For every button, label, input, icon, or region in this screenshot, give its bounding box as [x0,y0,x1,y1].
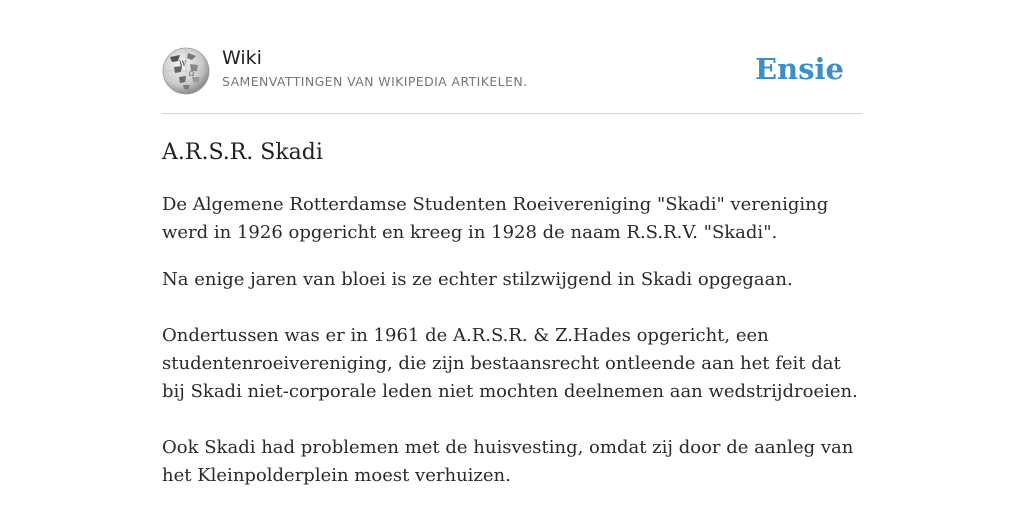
wikipedia-globe-icon[interactable] [162,47,210,95]
svg-text:W: W [179,60,187,68]
header-divider [162,113,862,114]
article-paragraph: Na enige jaren van bloei is ze echter stilzwijgend in Skadi opgegaan. [162,269,793,290]
site-tagline: SAMENVATTINGEN VAN WIKIPEDIA ARTIKELEN. [222,74,528,89]
site-header [162,44,862,100]
article-title: A.R.S.R. Skadi [162,140,323,165]
brand-logo[interactable]: Ensie [755,52,844,86]
site-name[interactable]: Wiki [222,47,262,69]
article-paragraph: Ondertussen was er in 1961 de A.R.S.R. & Z.Hades opgericht, een studentenroeivereniging, die zijn bestaansrecht ontleende aan het feit dat bij Skadi niet-corporale leden niet mochten deelnemen aan wedstrijdroeien. [162,325,858,402]
article-paragraph: Ook Skadi had problemen met de huisvesting, omdat zij door de aanleg van het Kleinpolderplein moest verhuizen. [162,437,854,486]
svg-text:Ω: Ω [189,71,194,78]
article [162,137,862,490]
article-paragraph: De Algemene Rotterdamse Studenten Roeivereniging "Skadi" vereniging werd in 1926 opgericht en kreeg in 1928 de naam R.S.R.V. "Skadi". [162,194,829,243]
